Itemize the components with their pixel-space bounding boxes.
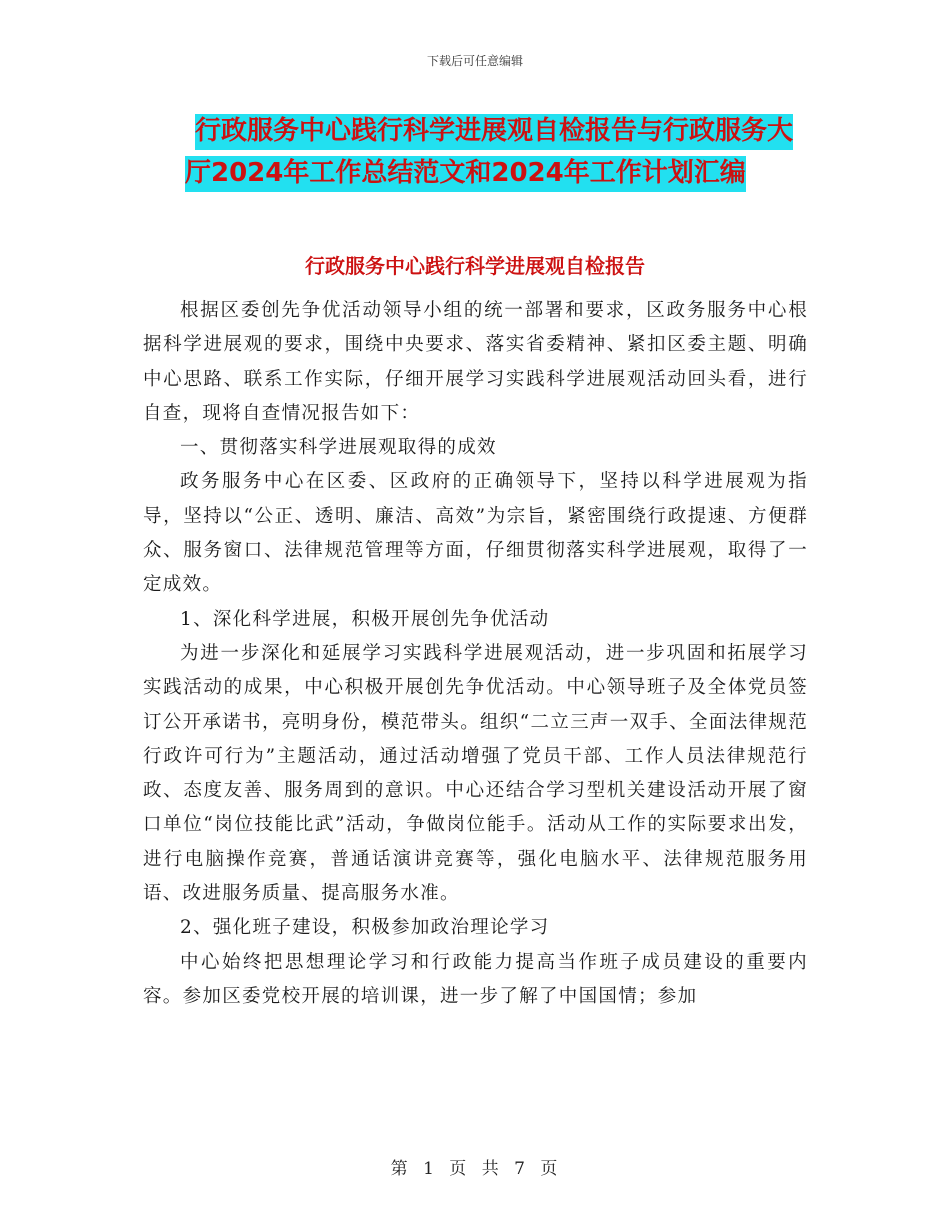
paragraph: 中心始终把思想理论学习和行政能力提高当作班子成员建设的重要内容。参加区委党校开展的培训课，进一步了解了中国国情；参加	[143, 951, 808, 1007]
document-title	[185, 110, 815, 194]
footer-label: 页	[540, 1159, 560, 1179]
paragraph: 政务服务中心在区委、区政府的正确领导下，坚持以科学进展观为指导，坚持以“公正、透明、廉洁、高效”为宗旨，紧密围绕行政提速、方便群众、服务窗口、法律规范管理等方面，仔细贯彻落实科学进展观，取得了一定成效。	[143, 471, 808, 596]
section-title: 行政服务中心践行科学进展观自检报告	[305, 254, 645, 278]
paragraph-heading: 一、贯彻落实科学进展观取得的成效	[180, 437, 497, 459]
document-title-line1	[195, 110, 815, 152]
footer-label: 页	[449, 1159, 469, 1179]
footer-total-pages: 7	[514, 1159, 527, 1179]
page-header-note: 下载后可任意编辑	[426, 54, 523, 68]
title-highlight-1: 行政服务中心践行科学进展观自检报告与行政服务大	[195, 114, 793, 150]
paragraph: 根据区委创先争优活动领导小组的统一部署和要求，区政务服务中心根据科学进展观的要求，围绕中央要求、落实省委精神、紧扣区委主题、明确中心思路、联系工作实际，仔细开展学习实践科学进展观活动回头看，进行自查，现将自查情况报告如下：	[143, 300, 808, 424]
footer-page-number: 1	[423, 1159, 436, 1179]
document-body	[143, 294, 808, 1014]
page-footer	[0, 1154, 950, 1179]
paragraph-heading: 1、深化科学进展，积极开展创先争优活动	[180, 608, 550, 630]
footer-label: 第	[390, 1159, 410, 1179]
title-highlight-2: 厅2024年工作总结范文和2024年工作计划汇编	[185, 156, 746, 192]
paragraph-heading: 2、强化班子建设，积极参加政治理论学习	[180, 917, 550, 939]
paragraph: 为进一步深化和延展学习实践科学进展观活动，进一步巩固和拓展学习实践活动的成果，中心积极开展创先争优活动。中心领导班子及全体党员签订公开承诺书，亮明身份，模范带头。组织“二立三声一双手、全面法律规范行政许可行为”主题活动，通过活动增强了党员干部、工作人员法律规范行政、态度友善、服务周到的意识。中心还结合学习型机关建设活动开展了窗口单位“岗位技能比武”活动，争做岗位能手。活动从工作的实际要求出发，进行电脑操作竞赛，普通话演讲竞赛等，强化电脑水平、法律规范服务用语、改进服务质量、提高服务水准。	[143, 642, 808, 905]
footer-label: 共	[481, 1159, 501, 1179]
document-title-line2	[185, 152, 815, 194]
